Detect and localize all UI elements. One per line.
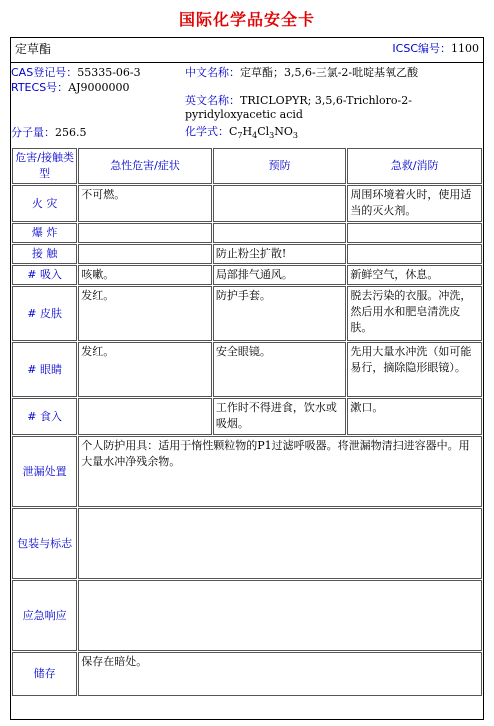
section-text-storage: 保存在暗处。 <box>78 652 482 696</box>
row-prevention: 防止粉尘扩散! <box>213 244 347 264</box>
cn-name-label: 中文名称： <box>185 66 240 79</box>
section-label-storage: 储存 <box>12 652 77 696</box>
rtecs-label: RTECS号： <box>11 81 69 94</box>
header-divider <box>11 62 483 63</box>
table-row <box>12 223 482 243</box>
section-text-emergency <box>78 580 482 651</box>
col-header-first-aid: 急救/消防 <box>347 148 482 184</box>
table-row <box>12 244 482 264</box>
row-hazard: 咳嗽。 <box>78 265 212 285</box>
en-name-label: 英文名称： <box>185 94 240 107</box>
row-hazard: 不可燃。 <box>78 185 212 222</box>
section-row <box>12 436 482 507</box>
row-hazard: 发红。 <box>78 342 212 397</box>
row-hazard <box>78 223 212 243</box>
cas-line <box>11 66 141 80</box>
row-prevention: 防护手套。 <box>213 286 347 341</box>
icsc-number <box>392 42 479 56</box>
icsc-label: ICSC编号： <box>392 42 451 55</box>
section-text-spill: 个人防护用具：适用于惰性颗粒物的P1过滤呼吸器。将泄漏物清扫进容器中。用大量水冲净残余物。 <box>78 436 482 507</box>
cas-value: 55335-06-3 <box>77 66 141 79</box>
cn-name-value: 定草酯；3,5,6-三氯-2-吡啶基氧乙酸 <box>240 66 419 79</box>
row-prevention: 工作时不得进食，饮水或吸烟。 <box>213 398 347 435</box>
mw-label: 分子量： <box>11 126 55 139</box>
row-hazard: 发红。 <box>78 286 212 341</box>
mw-value: 256.5 <box>55 126 87 139</box>
rtecs-value: AJ9000000 <box>68 81 130 94</box>
mw-line <box>11 126 87 140</box>
table-row <box>12 286 482 341</box>
formula-label: 化学式： <box>185 125 229 138</box>
row-prevention: 安全眼镜。 <box>213 342 347 397</box>
table-row <box>12 398 482 435</box>
row-type-exposure: 接 触 <box>12 244 77 264</box>
row-first-aid: 周围环境着火时，使用适当的灭火剂。 <box>347 185 482 222</box>
row-type-fire: 火 灾 <box>12 185 77 222</box>
icsc-value: 1100 <box>451 42 479 55</box>
section-row <box>12 580 482 651</box>
safety-card <box>10 37 484 720</box>
row-first-aid <box>347 244 482 264</box>
table-row <box>12 342 482 397</box>
table-header-row <box>12 148 482 184</box>
rtecs-line <box>11 81 130 95</box>
table-row <box>12 185 482 222</box>
row-prevention <box>213 185 347 222</box>
col-header-type: 危害/接触类型 <box>12 148 77 184</box>
hazard-table <box>11 147 483 697</box>
row-first-aid: 新鲜空气，休息。 <box>347 265 482 285</box>
section-text-packaging <box>78 508 482 579</box>
row-hazard <box>78 244 212 264</box>
row-first-aid: 先用大量水冲洗（如可能易行，摘除隐形眼镜）。 <box>347 342 482 397</box>
section-label-spill: 泄漏处置 <box>12 436 77 507</box>
section-row <box>12 508 482 579</box>
en-name-line <box>185 94 412 108</box>
col-header-hazard: 急性危害/症状 <box>78 148 212 184</box>
card-title: 国际化学品安全卡 <box>178 10 315 29</box>
row-first-aid: 漱口。 <box>347 398 482 435</box>
row-type-skin: # 皮肤 <box>12 286 77 341</box>
row-first-aid <box>347 223 482 243</box>
col-header-prevention: 预防 <box>213 148 347 184</box>
row-type-inhalation: # 吸入 <box>12 265 77 285</box>
cn-name-line <box>185 66 418 80</box>
row-hazard <box>78 398 212 435</box>
en-name-value-1: TRICLOPYR; 3,5,6-Trichloro-2- <box>240 94 412 107</box>
row-prevention: 局部排气通风。 <box>213 265 347 285</box>
row-type-ingestion: # 食入 <box>12 398 77 435</box>
row-prevention <box>213 223 347 243</box>
table-row <box>12 265 482 285</box>
chemical-name: 定草酯 <box>15 42 52 56</box>
row-first-aid: 脱去污染的衣服。冲洗，然后用水和肥皂清洗皮肤。 <box>347 286 482 341</box>
section-label-packaging: 包装与标志 <box>12 508 77 579</box>
formula-line <box>185 125 298 139</box>
cas-label: CAS登记号： <box>11 66 78 79</box>
row-type-explosion: 爆 炸 <box>12 223 77 243</box>
section-row <box>12 652 482 696</box>
formula-value: $C_7H_4Cl_3NO_3$ <box>229 125 298 141</box>
row-type-eyes: # 眼睛 <box>12 342 77 397</box>
en-name-value-2: pyridyloxyacetic acid <box>185 108 303 121</box>
section-label-emergency: 应急响应 <box>12 580 77 651</box>
